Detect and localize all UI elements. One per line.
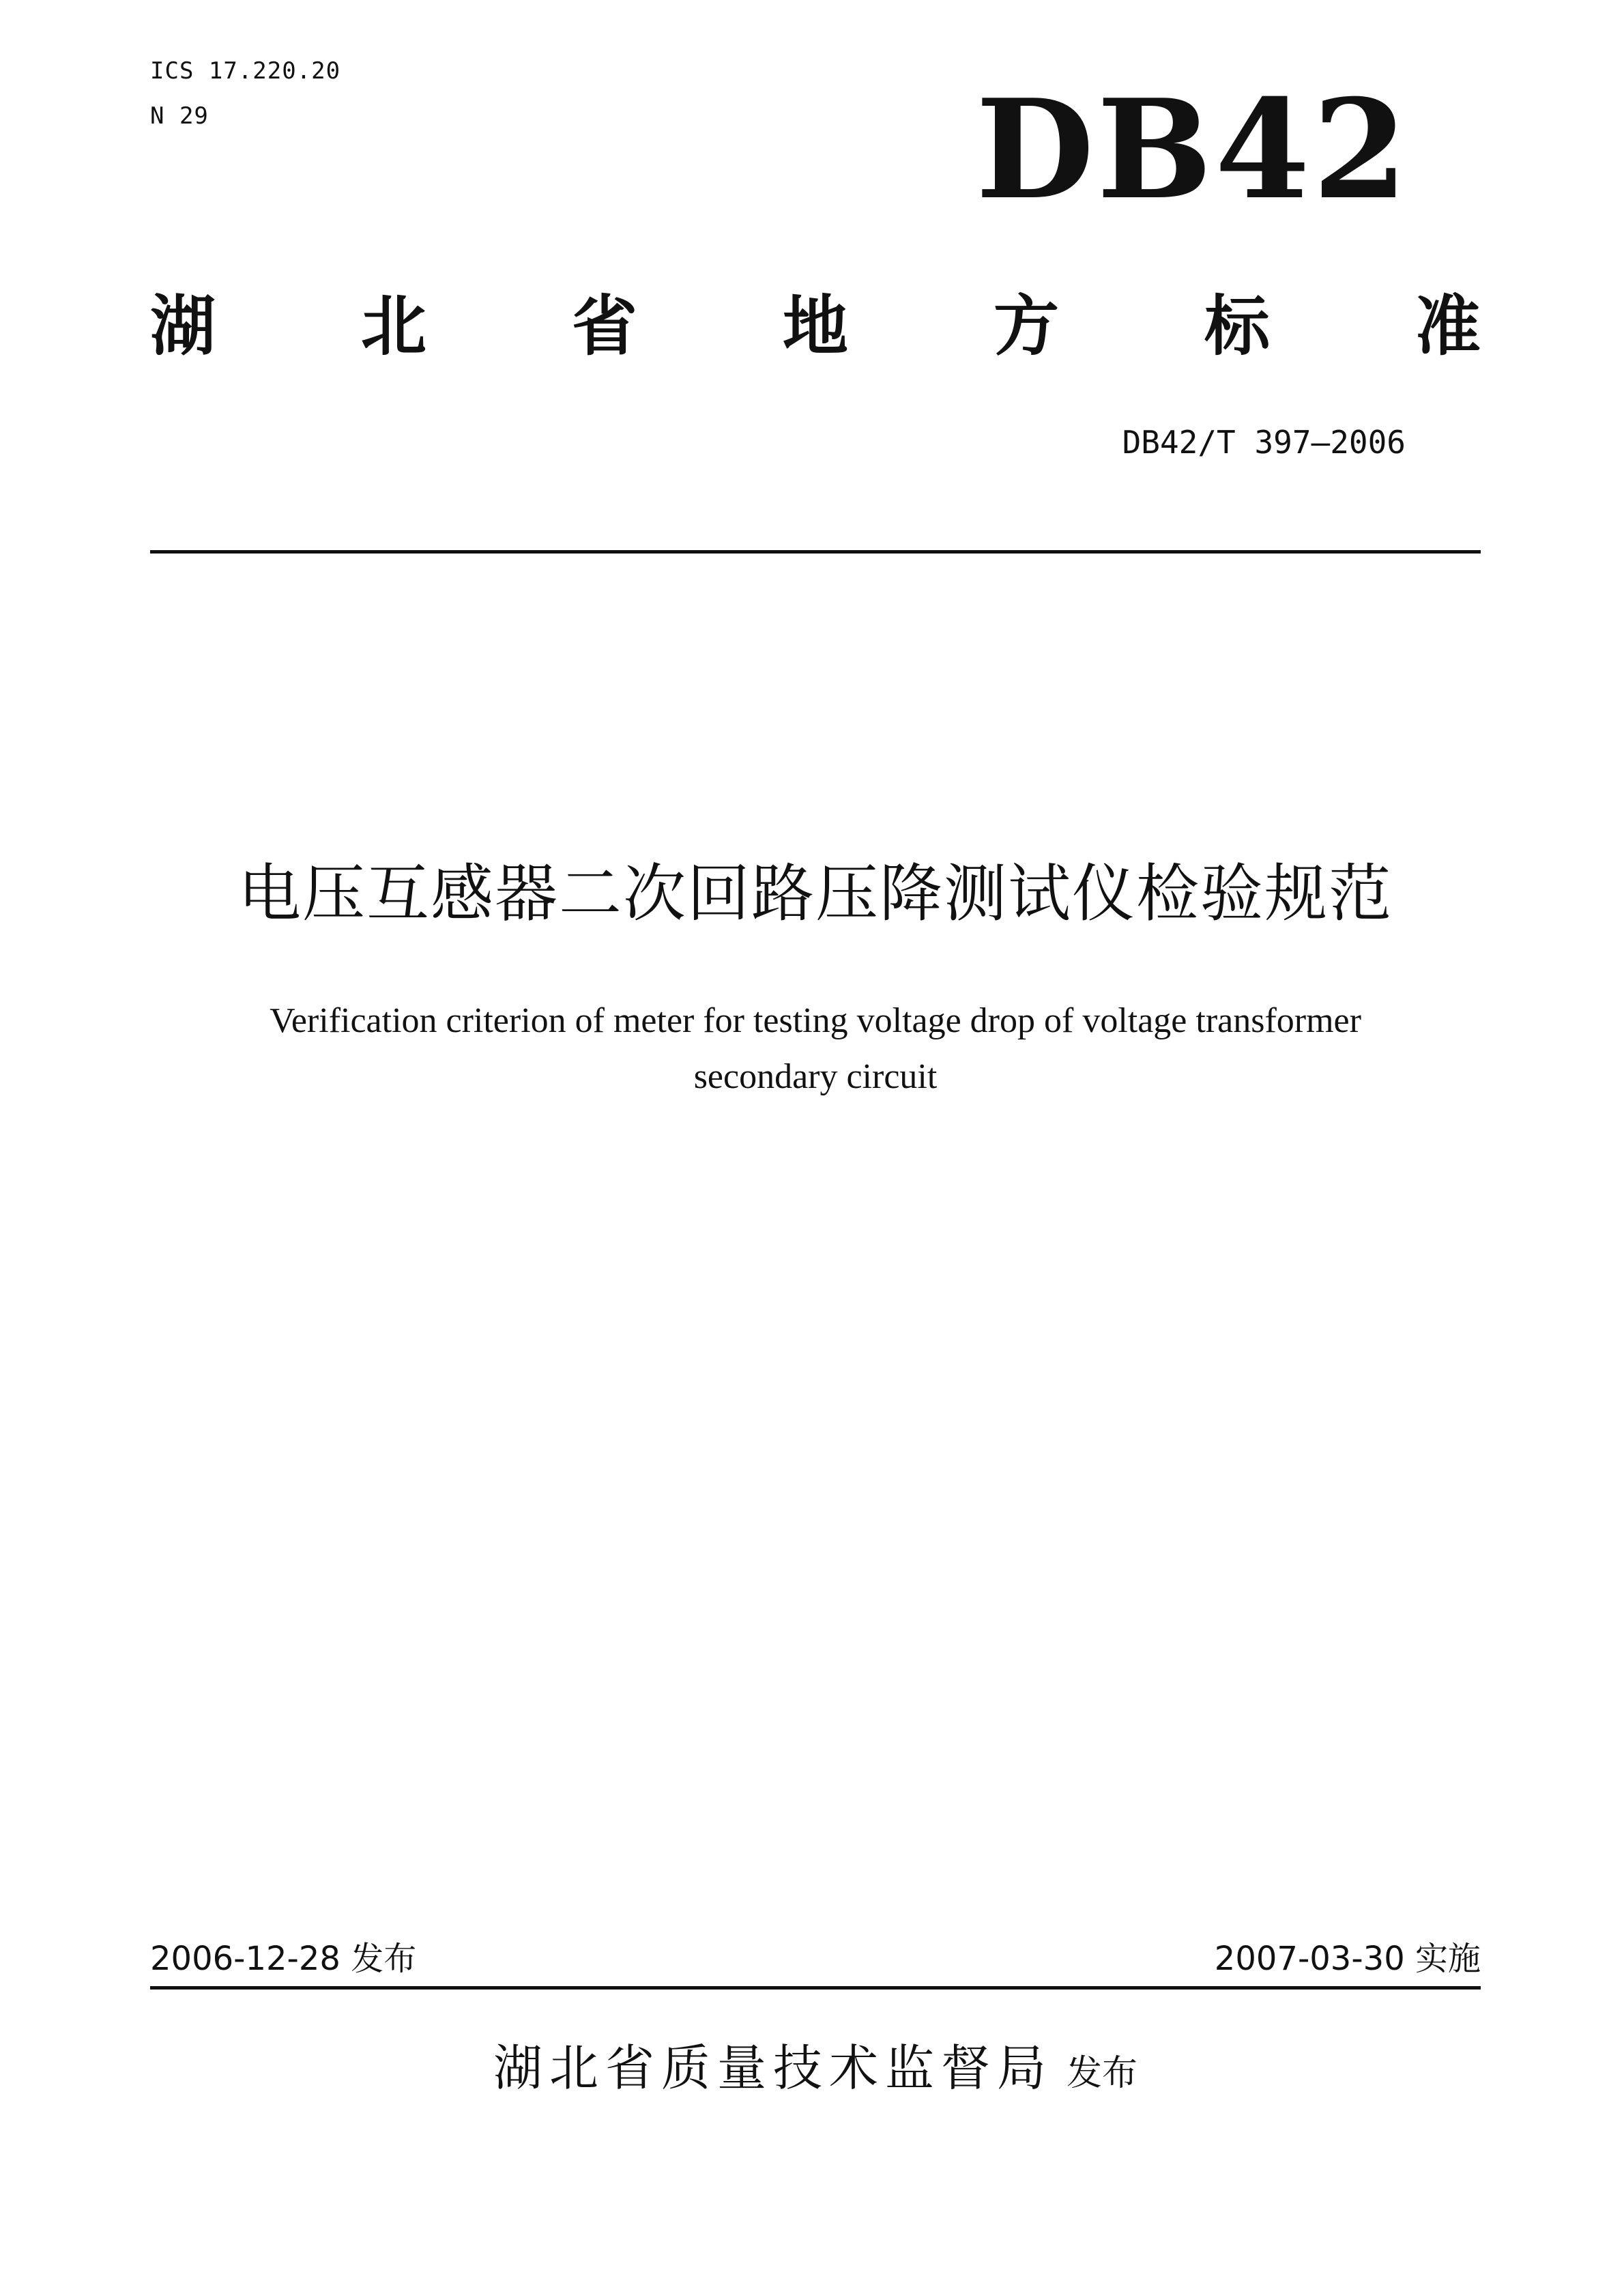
standard-type-char: 省 xyxy=(572,287,637,364)
issue-date: 2006-12-28 发布 xyxy=(150,1940,417,1978)
standard-type-heading xyxy=(150,273,1481,369)
standard-type-char: 准 xyxy=(1415,287,1481,364)
title-english xyxy=(150,993,1481,1105)
standard-number: DB42/T 397—2006 xyxy=(1122,424,1406,461)
publisher-line xyxy=(150,2034,1481,2116)
implementation-date: 2007-03-30 实施 xyxy=(1214,1940,1481,1978)
bottom-divider xyxy=(150,1986,1481,1990)
title-english-line: Verification criterion of meter for testing voltage drop of voltage transformer xyxy=(270,1001,1361,1040)
publisher-suffix: 发布 xyxy=(1067,2053,1138,2094)
standard-type-char: 湖 xyxy=(150,287,216,364)
ccs-code: N 29 xyxy=(150,102,209,130)
standard-type-char: 标 xyxy=(1204,287,1270,364)
top-divider xyxy=(150,550,1481,554)
standard-type-char: 地 xyxy=(783,287,848,364)
standard-type-char: 方 xyxy=(994,287,1059,364)
standard-code-logo: DB42 xyxy=(976,70,1410,230)
ics-code: ICS 17.220.20 xyxy=(150,57,341,85)
publisher-organization: 湖北省质量技术监督局 xyxy=(493,2039,1053,2097)
standard-type-char: 北 xyxy=(361,287,426,364)
title-chinese: 电压互感器二次回路压降测试仪检验规范 xyxy=(237,857,1393,930)
title-english-line: secondary circuit xyxy=(693,1057,938,1096)
